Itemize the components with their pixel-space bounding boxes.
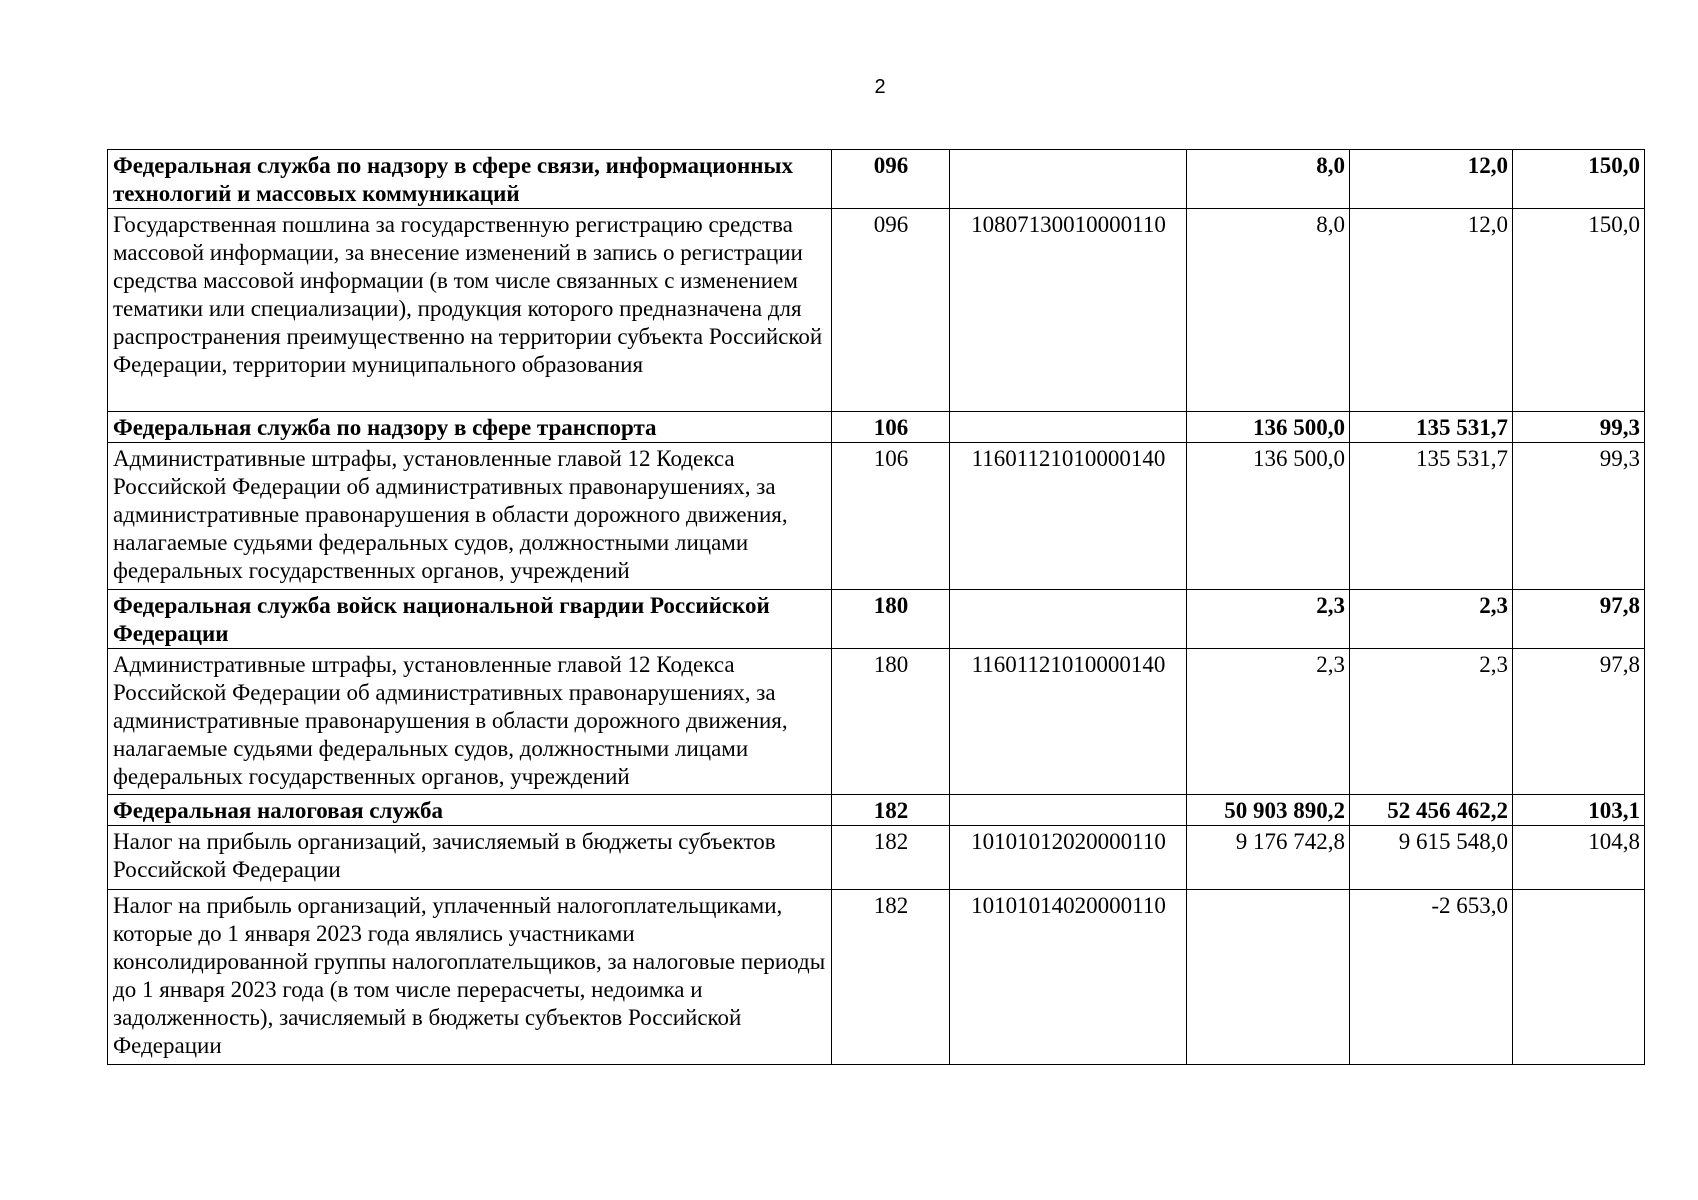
row-name: Федеральная налоговая служба <box>108 795 832 826</box>
row-fact: 2,3 <box>1350 590 1513 649</box>
row-budget-code: 11601121010000140 <box>950 649 1187 795</box>
table-row <box>108 150 1645 209</box>
row-percent: 97,8 <box>1513 590 1645 649</box>
row-percent: 103,1 <box>1513 795 1645 826</box>
row-plan: 8,0 <box>1187 209 1350 412</box>
row-admin-code: 096 <box>832 150 950 209</box>
row-name: Налог на прибыль организаций, зачисляемый в бюджеты субъектов Российской Федерации <box>108 826 832 890</box>
row-percent: 99,3 <box>1513 412 1645 443</box>
row-name: Федеральная служба войск национальной гвардии Российской Федерации <box>108 590 832 649</box>
row-admin-code: 182 <box>832 890 950 1065</box>
row-percent: 99,3 <box>1513 443 1645 590</box>
table-row <box>108 412 1645 443</box>
row-plan: 2,3 <box>1187 590 1350 649</box>
row-percent <box>1513 890 1645 1065</box>
row-budget-code: 10101012020000110 <box>950 826 1187 890</box>
row-name: Административные штрафы, установленные главой 12 Кодекса Российской Федерации об административных правонарушениях, за административные правонарушения в области дорожного движения, налагаемые судьями федеральных судов, должностными лицами федеральных государственных органов, учреждений <box>108 443 832 590</box>
table-row <box>108 890 1645 1065</box>
row-fact: 135 531,7 <box>1350 443 1513 590</box>
row-fact: 12,0 <box>1350 150 1513 209</box>
row-percent: 150,0 <box>1513 209 1645 412</box>
row-budget-code: 10101014020000110 <box>950 890 1187 1065</box>
row-admin-code: 106 <box>832 412 950 443</box>
row-fact: 9 615 548,0 <box>1350 826 1513 890</box>
row-name: Государственная пошлина за государственную регистрацию средства массовой информации, за внесение изменений в запись о регистрации средства массовой информации (в том числе связанных с изменением тематики или специализации), продукция которого предназначена для распространения преимущественно на территории субъекта Российской Федерации, территории муниципального образования <box>108 209 832 412</box>
revenue-table <box>107 149 1645 1065</box>
table-row <box>108 795 1645 826</box>
row-plan: 136 500,0 <box>1187 443 1350 590</box>
row-plan: 136 500,0 <box>1187 412 1350 443</box>
row-fact: 52 456 462,2 <box>1350 795 1513 826</box>
row-admin-code: 182 <box>832 826 950 890</box>
row-fact: 12,0 <box>1350 209 1513 412</box>
row-admin-code: 180 <box>832 649 950 795</box>
row-percent: 104,8 <box>1513 826 1645 890</box>
row-plan <box>1187 890 1350 1065</box>
row-budget-code: 10807130010000110 <box>950 209 1187 412</box>
table-row <box>108 209 1645 412</box>
row-fact: 2,3 <box>1350 649 1513 795</box>
row-budget-code <box>950 590 1187 649</box>
row-name: Налог на прибыль организаций, уплаченный налогоплательщиками, которые до 1 января 2023 года являлись участниками консолидированной группы налогоплательщиков, за налоговые периоды до 1 января 2023 года (в том числе перерасчеты, недоимка и задолженность), зачисляемый в бюджеты субъектов Российской Федерации <box>108 890 832 1065</box>
row-admin-code: 106 <box>832 443 950 590</box>
row-budget-code <box>950 150 1187 209</box>
table-row <box>108 443 1645 590</box>
row-fact: -2 653,0 <box>1350 890 1513 1065</box>
row-budget-code <box>950 795 1187 826</box>
row-plan: 9 176 742,8 <box>1187 826 1350 890</box>
row-plan: 50 903 890,2 <box>1187 795 1350 826</box>
row-admin-code: 180 <box>832 590 950 649</box>
row-name: Федеральная служба по надзору в сфере связи, информационных технологий и массовых коммуникаций <box>108 150 832 209</box>
row-name: Административные штрафы, установленные главой 12 Кодекса Российской Федерации об административных правонарушениях, за административные правонарушения в области дорожного движения, налагаемые судьями федеральных судов, должностными лицами федеральных государственных органов, учреждений <box>108 649 832 795</box>
row-admin-code: 182 <box>832 795 950 826</box>
page-number: 2 <box>874 76 886 98</box>
row-plan: 8,0 <box>1187 150 1350 209</box>
row-plan: 2,3 <box>1187 649 1350 795</box>
table-row <box>108 590 1645 649</box>
row-budget-code <box>950 412 1187 443</box>
row-percent: 97,8 <box>1513 649 1645 795</box>
table-row <box>108 826 1645 890</box>
row-admin-code: 096 <box>832 209 950 412</box>
row-fact: 135 531,7 <box>1350 412 1513 443</box>
row-percent: 150,0 <box>1513 150 1645 209</box>
row-name: Федеральная служба по надзору в сфере транспорта <box>108 412 832 443</box>
row-budget-code: 11601121010000140 <box>950 443 1187 590</box>
table-row <box>108 649 1645 795</box>
